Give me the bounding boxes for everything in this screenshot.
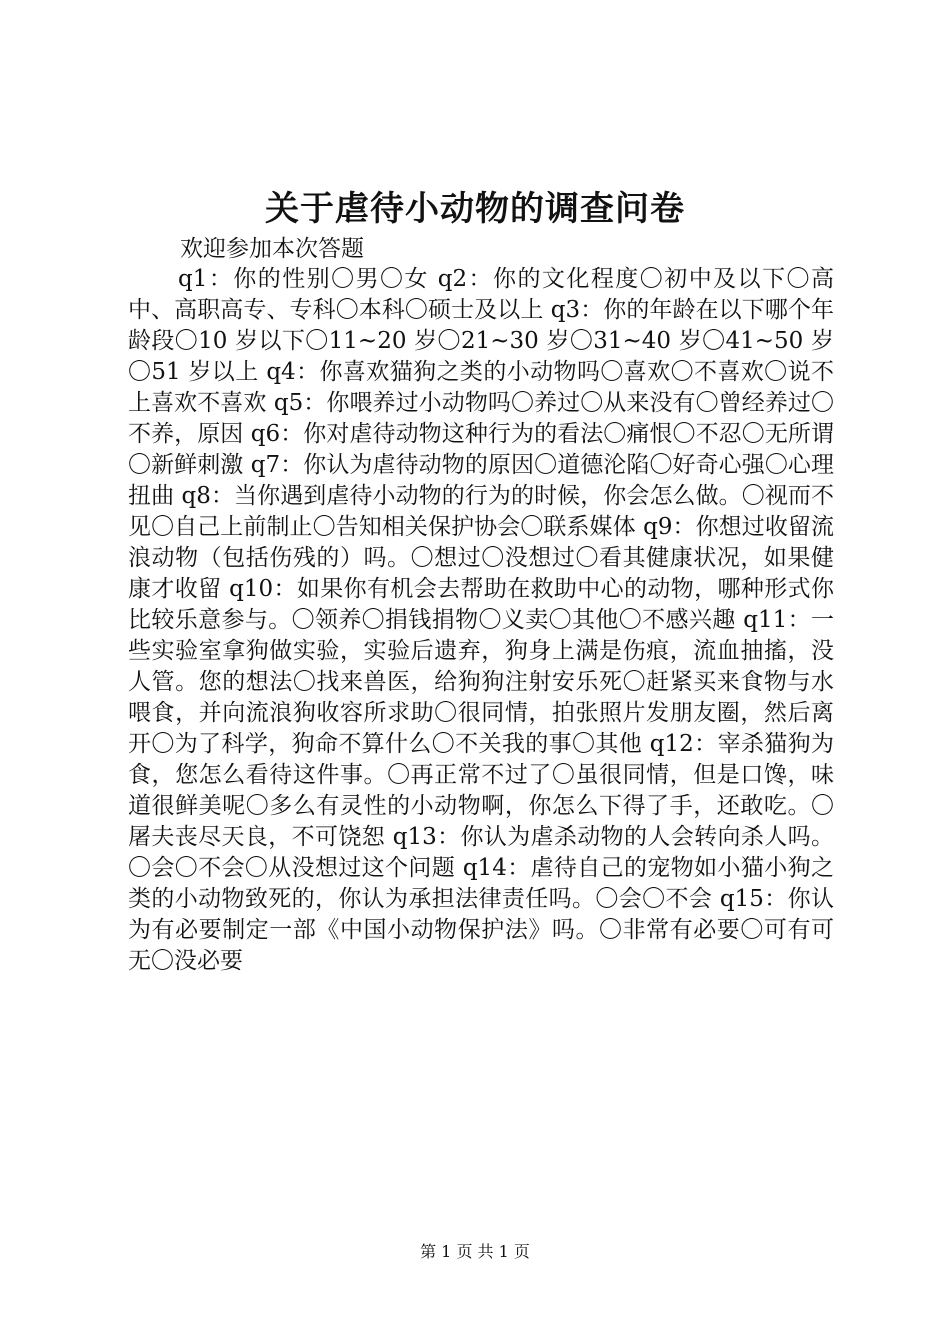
- document-title: 关于虐待小动物的调查问卷: [265, 189, 685, 229]
- welcome-text: 欢迎参加本次答题: [180, 236, 364, 262]
- questionnaire-body: q1：你的性别〇男〇女 q2：你的文化程度〇初中及以下〇高中、高职高专、专科〇本科〇硕士及以上 q3：你的年龄在以下哪个年龄段〇10 岁以下〇11~20 岁〇21~30 岁〇31~40 岁〇41~50 岁〇51 岁以上 q4：你喜欢猫狗之类的小动物吗〇喜欢〇不喜欢〇说不上喜欢不喜欢 q5：你喂养过小动物吗〇养过〇从来没有〇曾经养过〇不养，原因 q6：你对虐待动物这种行为的看法〇痛恨〇不忍〇无所谓〇新鲜刺激 q7：你认为虐待动物的原因〇道德沦陷〇好奇心强〇心理扭曲 q8：当你遇到虐待小动物的行为的时候，你会怎么做。〇视而不见〇自己上前制止〇告知相关保护协会〇联系媒体 q9：你想过收留流浪动物（包括伤残的）吗。〇想过〇没想过〇看其健康状况，如果健康才收留 q10：如果你有机会去帮助在救助中心的动物，哪种形式你比较乐意参与。〇领养〇捐钱捐物〇义卖〇其他〇不感兴趣 q11：一些实验室拿狗做实验，实验后遗弃，狗身上满是伤痕，流血抽搐，没人管。您的想法〇找来兽医，给狗狗注射安乐死〇赶紧买来食物与水喂食，并向流浪狗收容所求助〇很同情，拍张照片发朋友圈，然后离开〇为了科学，狗命不算什么〇不关我的事〇其他 q12：宰杀猫狗为食，您怎么看待这件事。〇再正常不过了〇虽很同情，但是口馋，味道很鲜美呢〇多么有灵性的小动物啊，你怎么下得了手，还敢吃。〇屠夫丧尽天良，不可饶恕 q13：你认为虐杀动物的人会转向杀人吗。〇会〇不会〇从没想过这个问题 q14：虐待自己的宠物如小猫小狗之类的小动物致死的，你认为承担法律责任吗。〇会〇不会 q15：你认为有必要制定一部《中国小动物保护法》吗。〇非常有必要〇可有可无〇没必要: [128, 266, 834, 974]
- page-footer: 第 1 页 共 1 页: [420, 1242, 530, 1261]
